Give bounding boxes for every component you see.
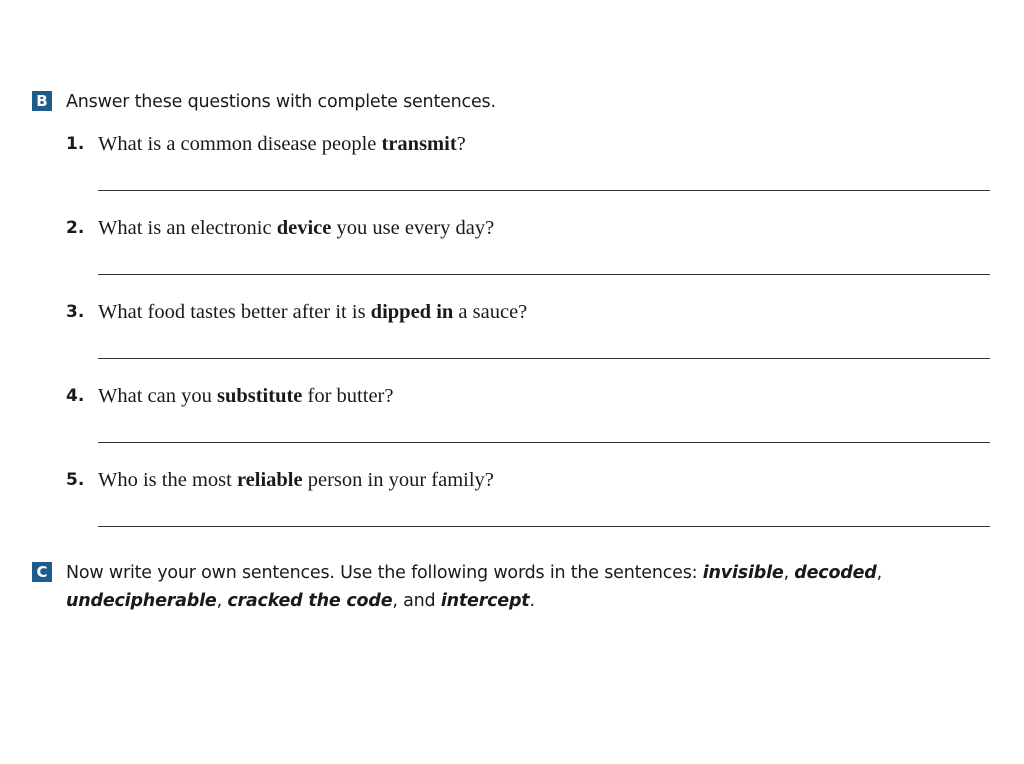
- question-keyword: device: [276, 217, 332, 239]
- question-text: What is an electronic device you use every day?: [98, 217, 495, 239]
- answer-line-3[interactable]: [98, 358, 990, 359]
- question-item-3: [32, 298, 990, 382]
- vocab-word: cracked the code: [227, 591, 393, 611]
- vocab-word: undecipherable: [66, 591, 217, 611]
- question-item-1: [32, 130, 990, 214]
- answer-line-1[interactable]: [98, 190, 990, 191]
- exercise-c-instruction: Now write your own sentences. Use the following words in the sentences: invisible, decoded, undecipherable, cracked the code, and intercept.: [66, 563, 882, 611]
- question-number: 2.: [66, 218, 85, 238]
- question-number: 4.: [66, 386, 85, 406]
- question-text: What can you substitute for butter?: [98, 385, 394, 407]
- question-list: [32, 130, 990, 550]
- question-number: 5.: [66, 470, 85, 490]
- vocab-word: invisible: [702, 563, 784, 583]
- exercise-c-header: [32, 559, 990, 615]
- question-number: 3.: [66, 302, 85, 322]
- exercise-c: [32, 559, 990, 615]
- question-text: What is a common disease people transmit?: [98, 133, 466, 155]
- question-keyword: dipped in: [370, 301, 454, 323]
- exercise-b-instruction: Answer these questions with complete sentences.: [66, 92, 496, 112]
- answer-line-5[interactable]: [98, 526, 990, 527]
- question-keyword: substitute: [216, 385, 303, 407]
- answer-line-4[interactable]: [98, 442, 990, 443]
- question-text: Who is the most reliable person in your family?: [98, 469, 494, 491]
- section-c-badge: C: [32, 562, 52, 582]
- vocab-word: decoded: [794, 563, 877, 583]
- question-keyword: reliable: [236, 469, 303, 491]
- question-item-4: [32, 382, 990, 466]
- question-item-2: [32, 214, 990, 298]
- answer-line-2[interactable]: [98, 274, 990, 275]
- question-item-5: [32, 466, 990, 550]
- exercise-b-header: [32, 88, 990, 116]
- section-b-badge: B: [32, 91, 52, 111]
- question-keyword: transmit: [381, 133, 457, 155]
- question-text: What food tastes better after it is dipped in a sauce?: [98, 301, 528, 323]
- exercise-b: [32, 88, 990, 550]
- question-number: 1.: [66, 134, 85, 154]
- vocab-word: intercept: [440, 591, 530, 611]
